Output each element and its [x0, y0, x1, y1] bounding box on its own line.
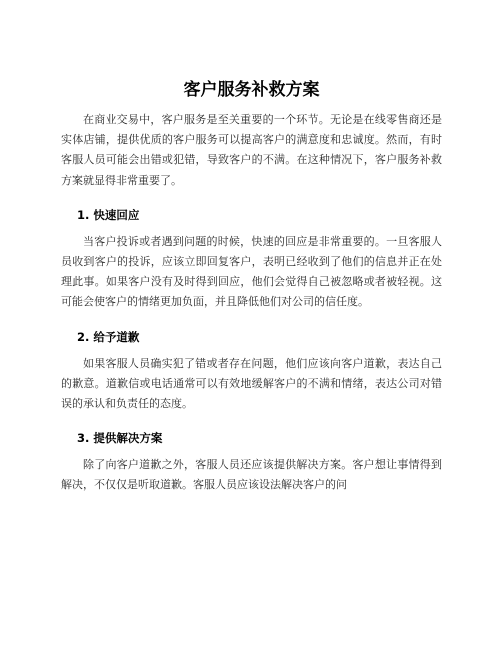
- section-paragraph: 当客户投诉或者遇到问题的时候，快速的回应是非常重要的。一旦客服人员收到客户的投诉，应该立即回复客户，表明已经收到了他们的信息并正在处理此事。如果客户没有及时得到回应，他们会觉得自己被忽略或者被轻视。这可能会使客户的情绪更加负面，并且降低他们对公司的信任度。: [61, 234, 442, 309]
- section-heading: 3. 提供解决方案: [77, 431, 163, 446]
- section-paragraph: 如果客服人员确实犯了错或者存在问题，他们应该向客户道歉，表达自己的歉意。道歉信或电话通常可以有效地缓解客户的不满和情绪，表达公司对错误的承认和负责任的态度。: [61, 356, 442, 411]
- section-heading: 2. 给予道歉: [77, 329, 140, 344]
- section-heading: 1. 快速回应: [77, 207, 140, 222]
- section-solution: [61, 430, 442, 495]
- section-apology: [61, 329, 442, 415]
- document-title: 客户服务补救方案: [183, 80, 320, 100]
- section-paragraph: 除了向客户道歉之外，客服人员还应该提供解决方案。客户想让事情得到解决，不仅仅是听取道歉。客服人员应该设法解决客户的问: [61, 458, 442, 492]
- section-quick-response: [61, 207, 442, 313]
- intro-paragraph: 在商业交易中，客户服务是至关重要的一个环节。无论是在线零售商还是实体店铺，提供优质的客户服务可以提高客户的满意度和忠诚度。然而，有时客服人员可能会出错或犯错，导致客户的不满。在这种情况下，客户服务补救方案就显得非常重要了。: [61, 113, 442, 187]
